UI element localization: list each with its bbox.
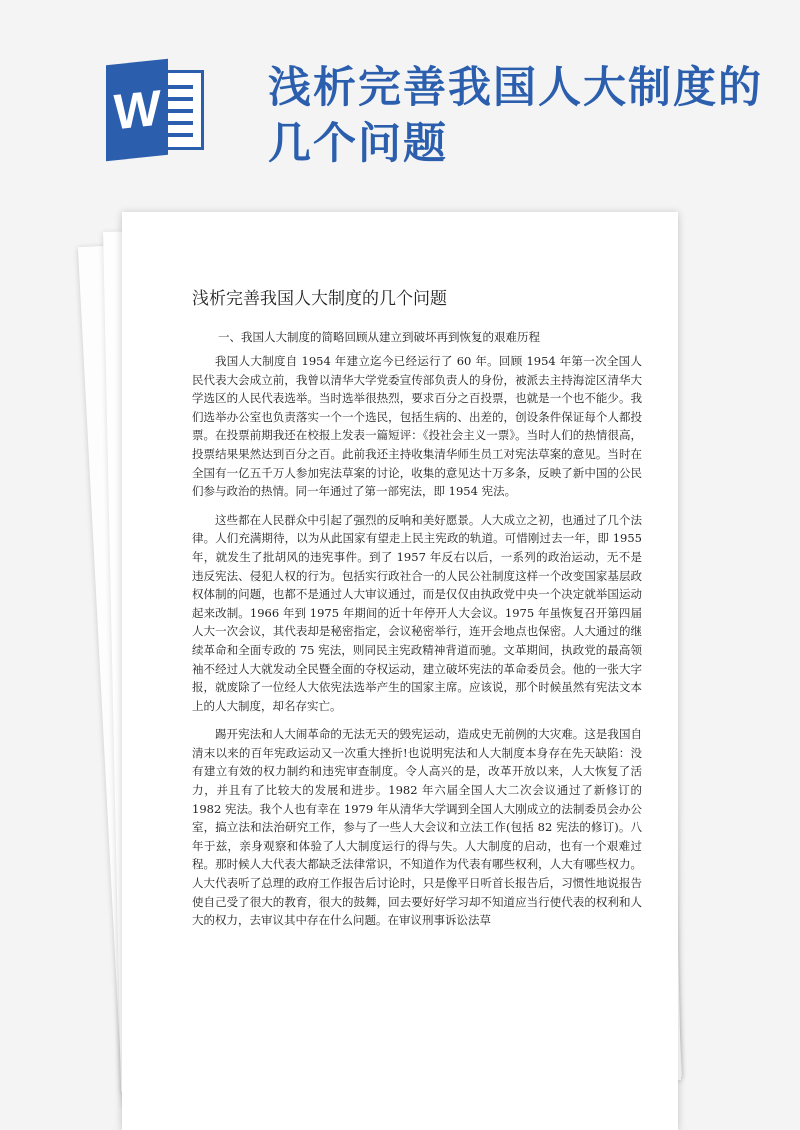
document-title: 浅析完善我国人大制度的几个问题 [192, 289, 447, 309]
section-heading: 一、我国人大制度的简略回顾从建立到破坏再到恢复的艰难历程 [218, 330, 540, 344]
banner-title: 浅析完善我国人大制度的几个问题 [268, 63, 763, 169]
paragraph: 我国人大制度自 1954 年建立迄今已经运行了 60 年。回顾 1954 年第一次全国人民代表大会成立前，我曾以清华大学党委宣传部负责人的身份，被派去主持海淀区清华大学选区的人民代表选举。当时选举很热烈，要求百分之百投票，也就是一个也不能少。我们选举办公室也负责落实一个一个选民，包括生病的、出差的，创设条件保证每个人都投票。在投票前期我还在校报上发表一篇短评：《投社会主义一票》。当时人们的热情很高，投票结果果然达到百分之百。此前我还主持收集清华师生员工对宪法草案的意见。当时在全国有一亿五千万人参加宪法草案的讨论，收集的意见达十万多条，反映了新中国的公民们参与政治的热情。同一年通过了第一部宪法，即 1954 宪法。 [192, 354, 642, 499]
paragraph: 踢开宪法和人大闹革命的无法无天的毁宪运动，造成史无前例的大灾难。这是我国自清末以来的百年宪政运动又一次重大挫折!也说明宪法和人大制度本身存在先天缺陷：没有建立有效的权力制约和违宪审查制度。令人高兴的是，改革开放以来，人大恢复了活力，并且有了比较大的发展和进步。1982 年六届全国人大二次会议通过了新修订的 1982 宪法。我个人也有幸在 1979 年从清华大学调到全国人大刚成立的法制委员会办公室，搞立法和法治研究工作，参与了一些人大会议和立法工作(包括 82 宪法的修订)。八年于兹，亲身观察和体验了人大制度运行的得与失。人大制度的启动，也有一个艰难过程。那时候人大代表大都缺乏法律常识，不知道作为代表有哪些权利，人大有哪些权力。人大代表听了总理的政府工作报告后讨论时，只是像平日听首长报告后，习惯性地说报告使自己受了很大的教育，很大的鼓舞，回去要好好学习却不知道应当行使代表的权利和人大的权力，去审议其中存在什么问题。在审议刑事诉讼法草 [192, 727, 642, 928]
paragraph: 这些都在人民群众中引起了强烈的反响和美好愿景。人大成立之初，也通过了几个法律。人们充满期待，以为从此国家有望走上民主宪政的轨道。可惜刚过去一年，即 1955 年，就发生了批胡风的违宪事件。到了 1957 年反右以后，一系列的政治运动，无不是违反宪法、侵犯人权的行为。包括实行政社合一的人民公社制度这样一个改变国家基层政权体制的问题，也都不是通过人大审议通过，而是仅仅由执政党中央一个决定就举国运动起来改制。1966 年到 1975 年期间的近十年停开人大会议。1975 年虽恢复召开第四届人大一次会议，其代表却是秘密指定，会议秘密举行，连开会地点也保密。人大通过的继续革命和全面专政的 75 宪法，则同民主宪政精神背道而驰。文革期间，执政党的最高领袖不经过人大就发动全民暨全面的夺权运动，建立破坏宪法的革命委员会。他的一张大字报，就废除了一位经人大依宪法选举产生的国家主席。应该说，那个时候虽然有宪法文本上的人大制度，却名存实亡。 [192, 512, 642, 713]
document-body [192, 352, 642, 940]
word-w-logo: W [106, 59, 168, 162]
word-document-icon [90, 62, 210, 158]
document-page [122, 212, 678, 1130]
